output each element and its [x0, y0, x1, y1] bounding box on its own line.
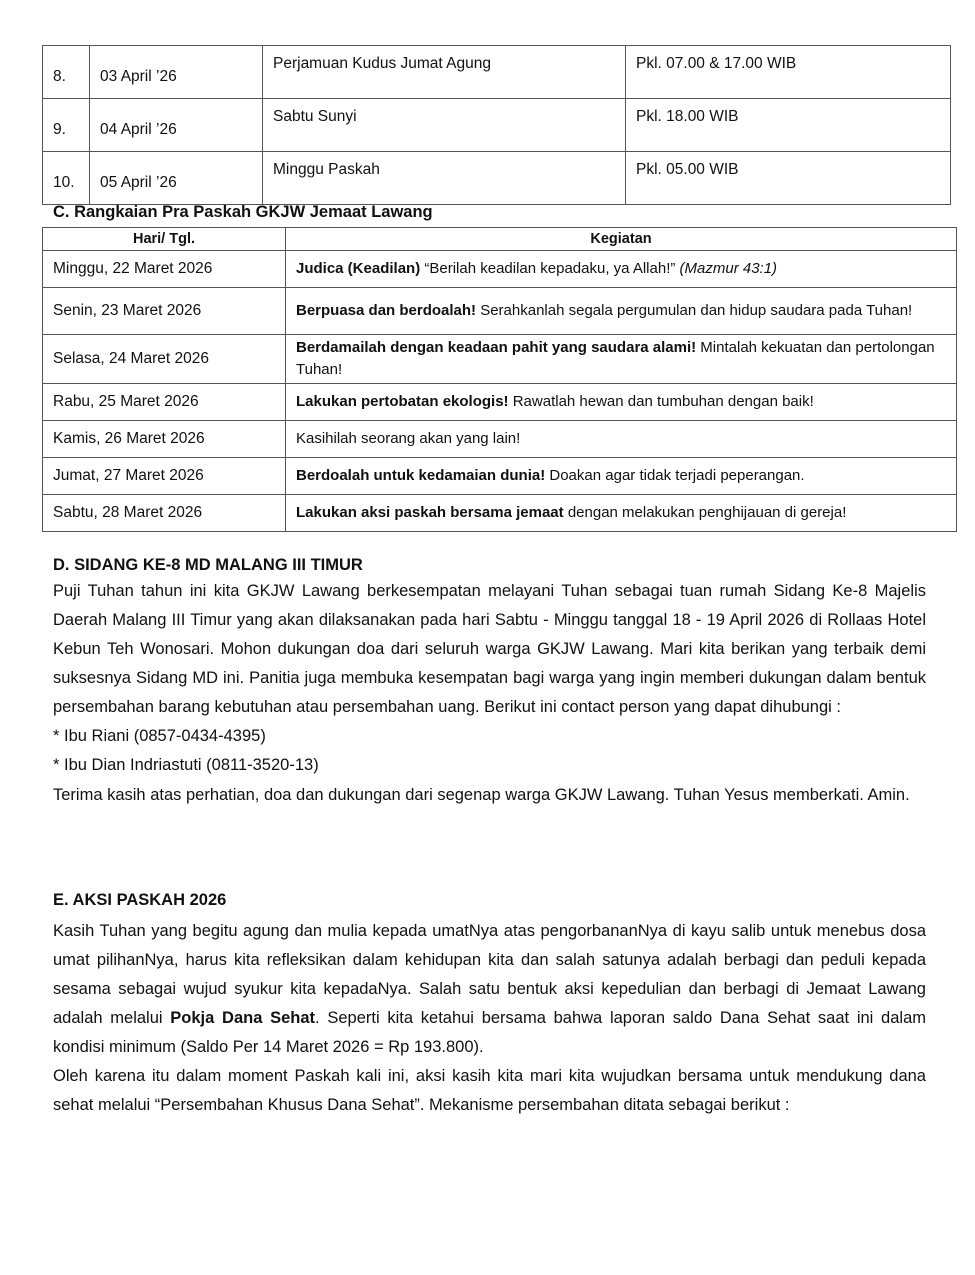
activity-text: Doakan agar tidak terjadi peperangan. — [545, 467, 805, 484]
section-e-title: E. AKSI PASKAH 2026 — [53, 891, 227, 909]
activity-text: dengan melakukan penghijauan di gereja! — [563, 504, 847, 521]
row-activity — [286, 458, 957, 495]
activity-italic: (Mazmur 43:1) — [679, 260, 778, 277]
row-day: Kamis, 26 Maret 2026 — [43, 421, 286, 458]
table-header-row — [43, 228, 957, 251]
section-d-title: D. SIDANG KE-8 MD MALANG III TIMUR — [53, 556, 363, 574]
table-row — [43, 458, 957, 495]
table-row — [43, 99, 951, 152]
row-activity — [286, 384, 957, 421]
row-day: Sabtu, 28 Maret 2026 — [43, 495, 286, 532]
activity-text: Kasihilah seorang akan yang lain! — [296, 430, 521, 447]
row-date: 05 April ’26 — [90, 152, 263, 205]
activity-text: Mintalah kekuatan dan pertolongan Tuhan! — [296, 339, 935, 378]
section-e-body — [53, 917, 926, 1120]
table-row — [43, 335, 957, 384]
section-e-paragraph-2: Oleh karena itu dalam moment Paskah kali ini, aksi kasih kita mari kita wujudkan bersama untuk mendukung dana sehat melalui “Persembahan Khusus Dana Sehat”. Mekanisme persembahan ditata sebagai berikut : — [53, 1067, 926, 1114]
row-time: Pkl. 18.00 WIB — [626, 99, 951, 152]
activity-text: “Berilah keadilan kepadaku, ya Allah!” — [420, 260, 680, 277]
schedule-table — [42, 45, 951, 205]
row-day: Senin, 23 Maret 2026 — [43, 288, 286, 335]
paragraph-text: . Seperti kita ketahui bersama bahwa laporan saldo Dana Sehat saat ini dalam kondisi minimum (Saldo Per 14 Maret 2026 = Rp 193.800). — [53, 1009, 926, 1056]
row-day: Selasa, 24 Maret 2026 — [43, 335, 286, 384]
row-event: Sabtu Sunyi — [263, 99, 626, 152]
row-day: Jumat, 27 Maret 2026 — [43, 458, 286, 495]
table-row — [43, 288, 957, 335]
table-row — [43, 46, 951, 99]
contact-item: * Ibu Riani (0857-0434-4395) — [53, 727, 266, 745]
table-row — [43, 384, 957, 421]
section-d-paragraph: Puji Tuhan tahun ini kita GKJW Lawang berkesempatan melayani Tuhan sebagai tuan rumah Sidang Ke-8 Majelis Daerah Malang III Timur yang akan dilaksanakan pada hari Sabtu - Minggu tanggal 18 - 19 April 2026 di Rollaas Hotel Kebun Teh Wonosari. Mohon dukungan doa dari seluruh warga GKJW Lawang. Mari kita berikan yang terbaik demi suksesnya Sidang MD ini. Panitia juga membuka kesempatan bagi warga yang ingin memberi dukungan dalam bentuk persembahan barang kebutuhan atau persembahan uang. Berikut ini contact person yang dapat dihubungi : — [53, 582, 926, 716]
row-day: Minggu, 22 Maret 2026 — [43, 251, 286, 288]
paragraph-bold-text: Pokja Dana Sehat — [170, 1009, 316, 1027]
activity-text: Serahkanlah segala pergumulan dan hidup saudara pada Tuhan! — [476, 302, 913, 319]
pre-easter-table — [42, 227, 957, 532]
contact-item: * Ibu Dian Indriastuti (0811-3520-13) — [53, 756, 319, 774]
header-activity: Kegiatan — [286, 228, 957, 251]
section-c-title: C. Rangkaian Pra Paskah GKJW Jemaat Lawang — [53, 203, 433, 221]
table-row — [43, 251, 957, 288]
row-activity — [286, 251, 957, 288]
activity-bold: Berpuasa dan berdoalah! — [296, 302, 477, 319]
table-row — [43, 152, 951, 205]
activity-text: Rawatlah hewan dan tumbuhan dengan baik! — [508, 393, 814, 410]
section-d-body — [53, 577, 926, 806]
row-number: 10. — [43, 152, 90, 205]
row-event: Minggu Paskah — [263, 152, 626, 205]
activity-bold: Judica (Keadilan) — [296, 260, 421, 277]
activity-bold: Lakukan aksi paskah bersama jemaat — [296, 504, 564, 521]
section-d-closing: Terima kasih atas perhatian, doa dan dukungan dari segenap warga GKJW Lawang. Tuhan Yesus memberkati. Amin. — [53, 786, 910, 804]
row-activity — [286, 421, 957, 458]
section-e-paragraph-1 — [53, 917, 926, 1062]
table-row — [43, 421, 957, 458]
row-activity — [286, 288, 957, 335]
table-row — [43, 495, 957, 532]
row-date: 04 April ’26 — [90, 99, 263, 152]
row-time: Pkl. 05.00 WIB — [626, 152, 951, 205]
row-day: Rabu, 25 Maret 2026 — [43, 384, 286, 421]
row-date: 03 April ’26 — [90, 46, 263, 99]
row-number: 9. — [43, 99, 90, 152]
activity-bold: Berdoalah untuk kedamaian dunia! — [296, 467, 546, 484]
row-activity — [286, 495, 957, 532]
row-number: 8. — [43, 46, 90, 99]
row-event: Perjamuan Kudus Jumat Agung — [263, 46, 626, 99]
paragraph-text: Kasih Tuhan yang begitu agung dan mulia kepada umatNya atas pengorbananNya di kayu salib untuk menebus dosa umat pilihanNya, harus kita refleksikan dalam kehidupan kita dan salah satunya adalah berbagi dan peduli kepada sesama sebagai wujud syukur kita kepadaNya. Salah satu bentuk aksi kepedulian dan berbagi di Jemaat Lawang adalah melalui — [53, 922, 926, 1027]
header-day: Hari/ Tgl. — [43, 228, 286, 251]
row-time: Pkl. 07.00 & 17.00 WIB — [626, 46, 951, 99]
row-activity — [286, 335, 957, 384]
activity-bold: Lakukan pertobatan ekologis! — [296, 393, 509, 410]
activity-bold: Berdamailah dengan keadaan pahit yang saudara alami! — [296, 339, 697, 356]
